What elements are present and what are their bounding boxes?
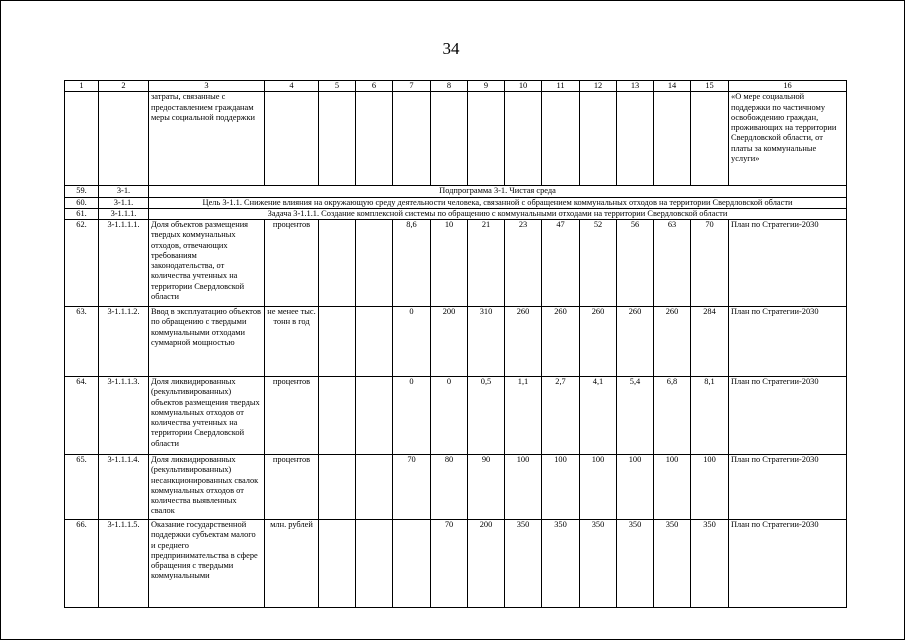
value-cell: 260 [654, 307, 691, 377]
row-code: 3-1.1.1.5. [99, 520, 149, 608]
row-code: 3-1.1.1. [99, 208, 149, 219]
column-header: 9 [468, 81, 505, 92]
value-cell: 200 [468, 520, 505, 608]
row-code: 3-1.1.1.2. [99, 307, 149, 377]
source-cell: План по Стратегии-2030 [729, 220, 847, 307]
value-cell [356, 220, 393, 307]
value-cell [356, 377, 393, 455]
goal-title: Цель 3-1.1. Снижение влияния на окружающую среду деятельности человека, связанной с обращением коммунальных отходов на территории Свердловской области [149, 197, 847, 208]
row-number: 65. [65, 455, 99, 520]
value-cell: 100 [580, 455, 617, 520]
column-header: 4 [265, 81, 319, 92]
value-cell: 0 [393, 307, 431, 377]
continued-row-description: затраты, связанные с предоставлением гражданам меры социальной поддержки [149, 92, 265, 186]
value-cell [393, 520, 431, 608]
value-cell: 63 [654, 220, 691, 307]
row-number: 66. [65, 520, 99, 608]
source-cell: План по Стратегии-2030 [729, 455, 847, 520]
value-cell: 8,6 [393, 220, 431, 307]
continued-row [65, 92, 847, 186]
section-row [65, 197, 847, 208]
column-header: 7 [393, 81, 431, 92]
column-header: 11 [542, 81, 580, 92]
column-header: 6 [356, 81, 393, 92]
value-cell [356, 455, 393, 520]
value-cell: 23 [505, 220, 542, 307]
table-row [65, 455, 847, 520]
row-code: 3-1.1.1.4. [99, 455, 149, 520]
row-code: 3-1.1. [99, 197, 149, 208]
value-cell [319, 220, 356, 307]
task-title: Задача 3-1.1.1. Создание комплексной системы по обращению с коммунальными отходами на территории Свердловской области [149, 208, 847, 219]
indicator-name: Доля объектов размещения твердых коммунальных отходов, отвечающих требованиям законодательства, от количества учтенных на территории Свердловской области [149, 220, 265, 307]
value-cell [319, 377, 356, 455]
value-cell: 284 [691, 307, 729, 377]
value-cell: 5,4 [617, 377, 654, 455]
value-cell: 10 [431, 220, 468, 307]
value-cell: 21 [468, 220, 505, 307]
column-header: 14 [654, 81, 691, 92]
unit-cell: процентов [265, 455, 319, 520]
value-cell: 70 [431, 520, 468, 608]
column-header: 16 [729, 81, 847, 92]
column-header: 3 [149, 81, 265, 92]
source-cell: План по Стратегии-2030 [729, 520, 847, 608]
unit-cell: не менее тыс. тонн в год [265, 307, 319, 377]
indicator-name: Ввод в эксплуатацию объектов по обращению с твердыми коммунальными отходами суммарной мощностью [149, 307, 265, 377]
value-cell: 47 [542, 220, 580, 307]
indicator-name: Доля ликвидированных (рекультивированных) несанкционированных свалок коммунальных отходов от количества выявленных свалок [149, 455, 265, 520]
row-number: 59. [65, 186, 99, 197]
value-cell [356, 520, 393, 608]
section-row [65, 208, 847, 219]
table-row [65, 307, 847, 377]
value-cell [356, 307, 393, 377]
page-number: 34 [442, 39, 460, 58]
unit-cell: млн. рублей [265, 520, 319, 608]
indicators-table [64, 80, 847, 608]
value-cell: 0,5 [468, 377, 505, 455]
value-cell: 350 [691, 520, 729, 608]
column-header: 15 [691, 81, 729, 92]
row-code: 3-1.1.1.1. [99, 220, 149, 307]
value-cell: 4,1 [580, 377, 617, 455]
value-cell: 200 [431, 307, 468, 377]
value-cell: 70 [691, 220, 729, 307]
value-cell: 350 [617, 520, 654, 608]
continued-row-source: «О мере социальной поддержки по частичному освобождению граждан, проживающих на территории Свердловской области, от платы за коммунальные услуги» [729, 92, 847, 186]
value-cell: 350 [654, 520, 691, 608]
source-cell: План по Стратегии-2030 [729, 377, 847, 455]
value-cell: 100 [691, 455, 729, 520]
column-header: 8 [431, 81, 468, 92]
subprogram-title: Подпрограмма 3-1. Чистая среда [149, 186, 847, 197]
value-cell: 310 [468, 307, 505, 377]
value-cell: 260 [580, 307, 617, 377]
value-cell: 260 [617, 307, 654, 377]
indicator-name: Доля ликвидированных (рекультивированных) объектов размещения твердых коммунальных отходов от количества учтенных на территории Свердловской области [149, 377, 265, 455]
table-row [65, 220, 847, 307]
row-number: 63. [65, 307, 99, 377]
value-cell: 260 [505, 307, 542, 377]
value-cell: 100 [654, 455, 691, 520]
column-header: 2 [99, 81, 149, 92]
value-cell: 8,1 [691, 377, 729, 455]
row-number: 62. [65, 220, 99, 307]
column-header: 12 [580, 81, 617, 92]
value-cell [319, 307, 356, 377]
row-code: 3-1. [99, 186, 149, 197]
value-cell: 1,1 [505, 377, 542, 455]
row-number: 64. [65, 377, 99, 455]
value-cell: 100 [617, 455, 654, 520]
table-row [65, 520, 847, 608]
value-cell: 350 [580, 520, 617, 608]
source-cell: План по Стратегии-2030 [729, 307, 847, 377]
value-cell: 0 [393, 377, 431, 455]
unit-cell: процентов [265, 377, 319, 455]
section-row [65, 186, 847, 197]
value-cell: 350 [542, 520, 580, 608]
value-cell: 70 [393, 455, 431, 520]
value-cell: 350 [505, 520, 542, 608]
header-row [65, 81, 847, 92]
value-cell: 52 [580, 220, 617, 307]
value-cell [319, 455, 356, 520]
value-cell: 100 [542, 455, 580, 520]
column-header: 5 [319, 81, 356, 92]
row-number: 60. [65, 197, 99, 208]
value-cell: 260 [542, 307, 580, 377]
value-cell: 100 [505, 455, 542, 520]
indicator-name: Оказание государственной поддержки субъектам малого и среднего предпринимательства в сфере обращения с твердыми коммунальными [149, 520, 265, 608]
column-header: 1 [65, 81, 99, 92]
row-code: 3-1.1.1.3. [99, 377, 149, 455]
value-cell: 0 [431, 377, 468, 455]
unit-cell: процентов [265, 220, 319, 307]
value-cell: 90 [468, 455, 505, 520]
row-number: 61. [65, 208, 99, 219]
value-cell: 80 [431, 455, 468, 520]
value-cell: 6,8 [654, 377, 691, 455]
value-cell: 56 [617, 220, 654, 307]
column-header: 13 [617, 81, 654, 92]
column-header: 10 [505, 81, 542, 92]
value-cell [319, 520, 356, 608]
value-cell: 2,7 [542, 377, 580, 455]
table-row [65, 377, 847, 455]
